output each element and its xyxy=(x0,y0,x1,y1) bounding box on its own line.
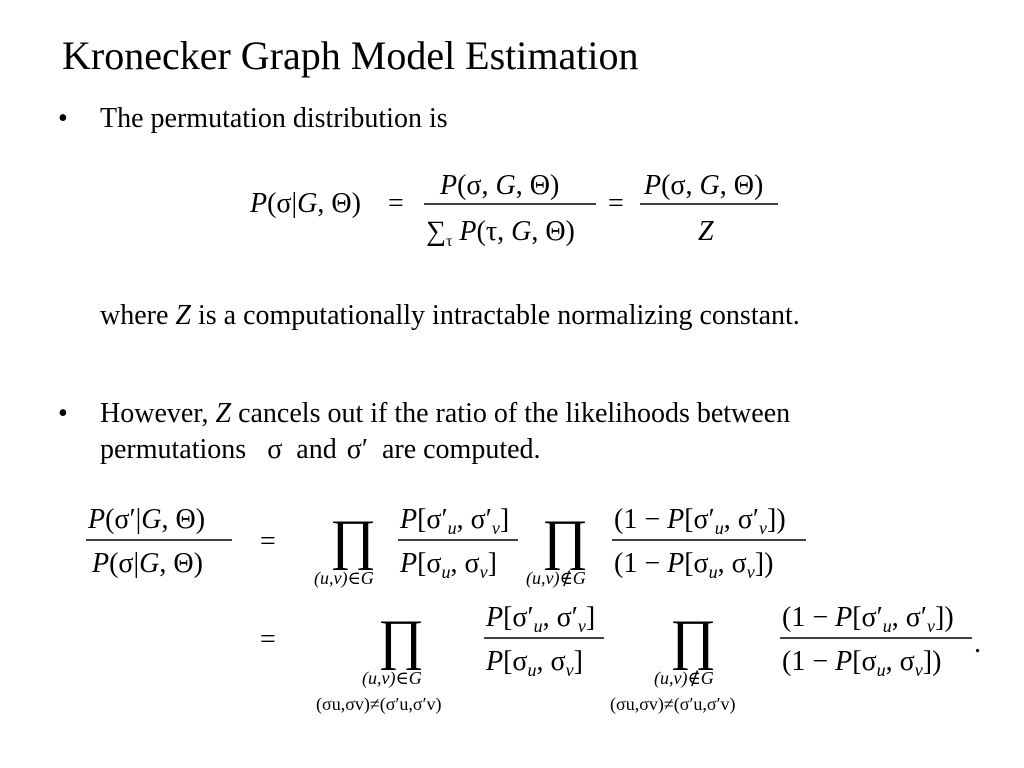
bullet2-text-post: cancels out if the ratio of the likelihoods between xyxy=(231,398,791,429)
bullet-dot: • xyxy=(58,398,68,429)
eq2-row1-sub-2: (u,v)∉G xyxy=(526,568,586,588)
slide-title: Kronecker Graph Model Estimation xyxy=(62,33,639,78)
where-var-z: Z xyxy=(175,300,191,331)
sigma-prime-symbol: σ′ xyxy=(346,434,368,465)
bullet2-var-z: Z xyxy=(215,398,232,429)
eq1-equals-2: = xyxy=(608,188,624,219)
where-text-pre: where xyxy=(100,300,176,331)
eq2-row2-frac-b-num: ($1 - P[\sigma'_u$, $\sigma'_v$]) xyxy=(782,602,954,636)
eq1-denominator: $\sum_\tau$ P(τ, G, Θ) xyxy=(426,216,575,250)
eq1-denominator-z: Z xyxy=(698,216,714,247)
eq2-row2-frac-a-num: $P[\sigma'_u$, $\sigma'_v$] xyxy=(486,602,596,636)
eq2-row2-frac-b-den: ($1 - P[\sigma_u$, $\sigma_v$]) xyxy=(782,646,942,680)
eq2-row1-frac-b-den: ($1 - P[\sigma_u$, $\sigma_v$]) xyxy=(614,548,774,582)
eq2-lhs-numerator: P(σ′|G, Θ) xyxy=(88,504,206,535)
eq1-numerator: P(σ, G, Θ) xyxy=(440,170,560,201)
eq2-row2-prod-1: ∏ xyxy=(378,609,425,671)
eq2-row1-prod-1: ∏ xyxy=(330,509,377,571)
eq2-row1-frac-b-num: ($1 - P[\sigma'_u$, $\sigma'_v$]) xyxy=(614,504,786,538)
eq2-row2-frac-a-den: $P[\sigma_u$, $\sigma_v$] xyxy=(486,646,583,680)
bullet-dot: • xyxy=(58,103,68,134)
eq2-row1-prod-2: ∏ xyxy=(542,509,589,571)
bullet-text: The permutation distribution is xyxy=(100,103,448,134)
bullet2-line2-pre: permutations xyxy=(100,434,254,465)
eq2-row2-cond-2: (σu,σv)≠(σ′u,σ′v) xyxy=(610,694,736,714)
eq2-row2-cond-1: (σu,σv)≠(σ′u,σ′v) xyxy=(316,694,442,714)
eq1-numerator-2: P(σ, G, Θ) xyxy=(644,170,764,201)
eq2-row2-prod-2: ∏ xyxy=(670,609,717,671)
eq2-row2-equals: = xyxy=(260,624,276,655)
eq1-equals: = xyxy=(388,188,404,219)
eq2-period: . xyxy=(974,628,981,659)
equation-permutation-distribution xyxy=(240,160,800,260)
eq2-row2-sub-2: (u,v)∉G xyxy=(654,668,714,688)
eq2-row1-frac-a-num: $P[\sigma'_u$, $\sigma'_v$] xyxy=(400,504,510,538)
and-word: and xyxy=(296,434,337,465)
bullet-permutation-distribution xyxy=(58,101,448,137)
where-text-post: is a computationally intractable normalizing constant. xyxy=(190,300,800,331)
eq2-lhs-denominator: P(σ|G, Θ) xyxy=(92,548,203,579)
eq2-row1-frac-a-den: $P[\sigma_u$, $\sigma_v$] xyxy=(400,548,497,582)
eq2-row1-sub-1: (u,v)∈G xyxy=(314,568,374,588)
eq1-lhs: P(σ|G, Θ) xyxy=(250,188,361,219)
sigma-symbol: σ xyxy=(267,434,283,465)
where-clause xyxy=(100,298,800,334)
bullet2-text-pre: However, xyxy=(100,398,216,429)
bullet-z-cancels xyxy=(58,396,1000,468)
equation-likelihood-ratio xyxy=(80,492,1000,732)
eq2-row2-sub-1: (u,v)∈G xyxy=(362,668,422,688)
eq2-row1-equals: = xyxy=(260,526,276,557)
bullet2-line2 xyxy=(100,432,1000,468)
bullet2-line2-post: are computed. xyxy=(381,434,541,465)
